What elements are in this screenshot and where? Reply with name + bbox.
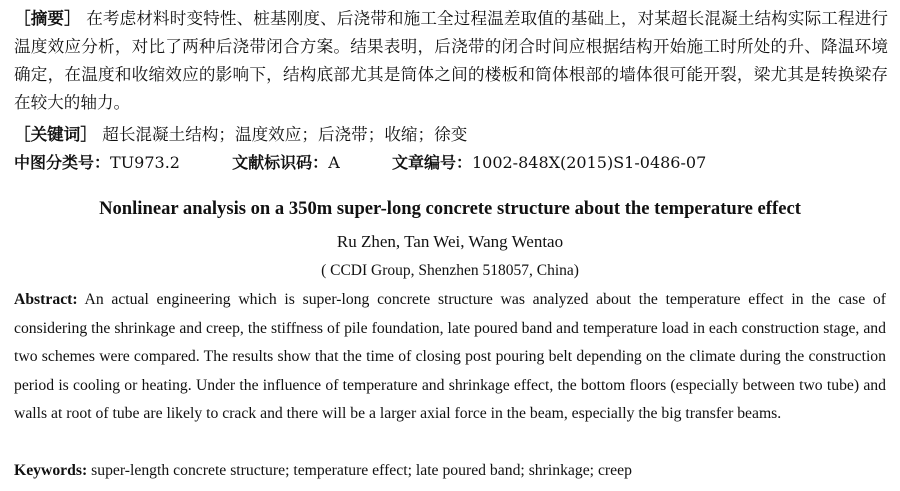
clc-label: 中图分类号： <box>14 153 111 172</box>
authors: Ru Zhen, Tan Wei, Wang Wentao <box>336 232 564 251</box>
classification-line <box>14 149 888 177</box>
english-keywords-text: super-length concrete structure; temperature effect; late poured band; shrinkage; creep <box>91 462 632 479</box>
doc-code-label: 文献标识码： <box>232 153 329 172</box>
article-no-value: 1002-848X(2015)S1-0486-07 <box>471 153 707 172</box>
english-keywords-label: Keywords: <box>14 462 88 479</box>
doc-code-value: A <box>328 153 340 172</box>
english-abstract-text: An actual engineering which is super-long concrete structure was analyzed about the temperature effect in the case of considering the shrinkage and creep, the stiffness of pile foundation, late poured band and temperature load in each construction stage, and two schemes were compared. The results show that the time of closing post pouring belt depending on the climate during the construction period is cooling or heating. Under the influence of temperature and shrinkage effect, the bottom floors (especially between two tube) and walls at root of tube are likely to crack and there will be a larger axial force in the beam, especially the big transfer beams. <box>14 291 886 423</box>
english-abstract <box>14 286 886 429</box>
chinese-abstract <box>14 5 888 117</box>
affiliation: ( CCDI Group, Shenzhen 518057, China) <box>321 262 579 279</box>
english-keywords <box>14 457 886 485</box>
english-abstract-label: Abstract: <box>14 291 78 308</box>
chinese-keywords-label: ［关键词］ <box>14 125 97 144</box>
english-title: Nonlinear analysis on a 350m super-long concrete structure about the temperature effect <box>99 198 801 219</box>
chinese-keywords-text: 超长混凝土结构；温度效应；后浇带；收缩；徐变 <box>102 125 468 144</box>
chinese-abstract-text: 在考虑材料时变特性、桩基刚度、后浇带和施工全过程温差取值的基础上，对某超长混凝土结构实际工程进行温度效应分析，对比了两种后浇带闭合方案。结果表明，后浇带的闭合时间应根据结构开始施工时所处的升、降温环境确定，在温度和收缩效应的影响下，结构底部尤其是筒体之间的楼板和筒体根部的墙体很可能开裂，梁尤其是转换梁存在较大的轴力。 <box>14 9 888 112</box>
chinese-keywords <box>14 121 888 149</box>
clc-value: TU973.2 <box>110 153 180 172</box>
chinese-abstract-label: ［摘要］ <box>14 9 81 28</box>
article-no-label: 文章编号： <box>391 153 472 172</box>
